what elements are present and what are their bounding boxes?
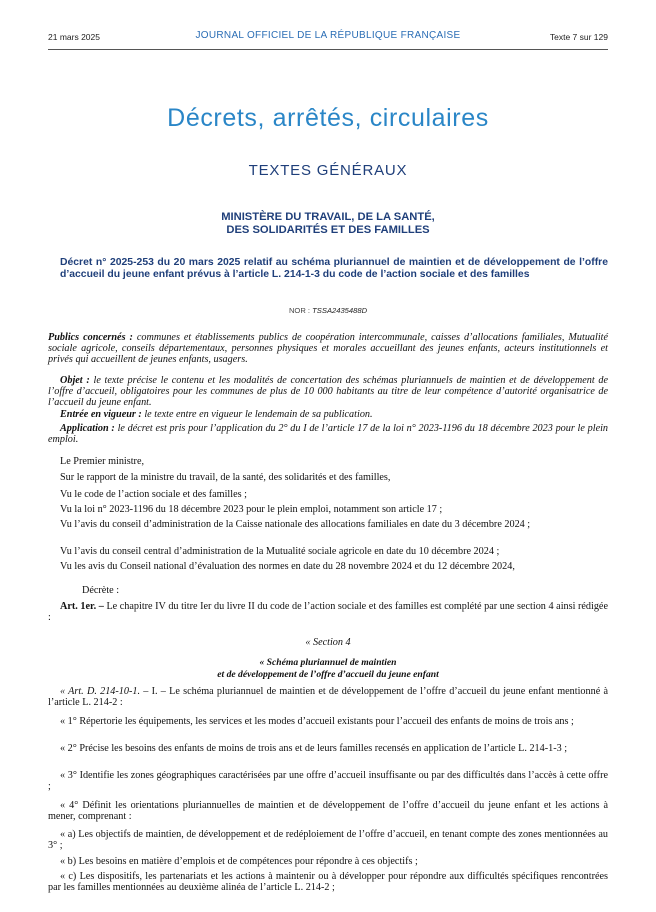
- notice-application: [48, 424, 608, 446]
- notice-application-label: Application :: [60, 423, 115, 434]
- visa-4: Vu l’avis du conseil central d’administration de la Mutualité sociale agricole en date du 10 décembre 2024 ;: [60, 546, 500, 557]
- notice-entree-text: le texte entre en vigueur le lendemain de sa publication.: [144, 409, 373, 420]
- running-header: [48, 30, 608, 46]
- ministry-heading: [0, 211, 656, 237]
- notice-publics-text: communes et établissements publics de coopération intercommunale, caisses d’allocations familiales, Mutualité sociale agricole, conseils départementaux, personnes physiques et morales accueillant des jeunes enfants, acteurs institutionnels et privés qui accueillent de jeunes enfants, usagers.: [48, 332, 609, 365]
- nor-reference: [0, 306, 656, 315]
- nor-label: NOR :: [288, 306, 311, 315]
- list-item-2: « 2° Précise les besoins des enfants de moins de trois ans et de leurs familles recensés en application de l’article L. 214-1-3 ;: [60, 743, 568, 754]
- article-1: [48, 601, 608, 623]
- ministry-line-2: DES SOLIDARITÉS ET DES FAMILLES: [226, 224, 430, 236]
- notice-publics: [48, 333, 608, 365]
- header-rule: [48, 49, 608, 50]
- notice-objet-label: Objet :: [60, 375, 90, 386]
- notice-entree-label: Entrée en vigueur :: [60, 409, 142, 420]
- list-item-c: « c) Les dispositifs, les partenariats et les actions à maintenir ou à développer pour répondre aux difficultés spécifiques rencontrées par les familles mentionnées au deuxième alinéa de l’article L. 214-2 ;: [48, 871, 608, 894]
- text-counter: Texte 7 sur 129: [549, 32, 608, 42]
- list-item-a: « a) Les objectifs de maintien, de développement et de redéploiement de l’offre d’accueil, en tenant compte des zones mentionnées au 3° ;: [48, 829, 608, 852]
- schema-heading-line-1: « Schéma pluriannuel de maintien: [259, 657, 397, 668]
- article-d214-label: « Art. D. 214-10-1.: [60, 686, 141, 697]
- list-item-1: « 1° Répertorie les équipements, les services et les modes d’accueil existants pour l’accueil des enfants de moins de trois ans ;: [60, 716, 574, 727]
- article-d214-text: – I. – Le schéma pluriannuel de maintien et de développement de l’offre d’accueil du jeune enfant mentionné à l’article L. 214-2 :: [48, 686, 608, 709]
- notice-application-text: le décret est pris pour l’application du 2° du I de l’article 17 de la loi n° 2023-1196 du 18 décembre 2023 pour le plein emploi.: [48, 423, 609, 445]
- list-item-3: « 3° Identifie les zones géographiques caractérisées par une offre d’accueil insuffisante ou par des difficultés dans l’accès à cette offre ;: [48, 770, 608, 793]
- nor-value: TSSA2435488D: [312, 306, 368, 315]
- main-title: Décrets, arrêtés, circulaires: [167, 104, 489, 132]
- notice-entree: [48, 410, 608, 421]
- premier-ministre: Le Premier ministre,: [60, 456, 145, 467]
- visa-3: Vu l’avis du conseil d’administration de la Caisse nationale des allocations familiales en date du 3 décembre 2024 ;: [60, 519, 531, 530]
- publication-date: 21 mars 2025: [48, 32, 100, 42]
- decree-title: Décret n° 2025-253 du 20 mars 2025 relatif au schéma pluriannuel de maintien et de développement de l’offre d’accueil du jeune enfant prévus à l’article L. 214-1-3 du code de l’action sociale et des familles: [60, 257, 608, 281]
- visa-5: Vu les avis du Conseil national d’évaluation des normes en date du 28 novembre 2024 et du 12 décembre 2024,: [60, 561, 515, 572]
- list-item-b: « b) Les besoins en matière d’emplois et de compétences pour répondre à ces objectifs ;: [60, 856, 418, 867]
- ministry-line-1: MINISTÈRE DU TRAVAIL, DE LA SANTÉ,: [221, 211, 435, 223]
- section-4-heading: « Section 4: [305, 637, 351, 648]
- rapport-line: Sur le rapport de la ministre du travail, de la santé, des solidarités et des familles,: [60, 472, 391, 483]
- list-item-4: « 4° Définit les orientations pluriannuelles de maintien et de développement de l’offre d’accueil du jeune enfant et les actions à mener, comprenant :: [48, 800, 608, 823]
- notice-publics-label: Publics concernés :: [48, 332, 133, 343]
- decrete: Décrète :: [82, 585, 120, 596]
- notice-objet: [48, 376, 608, 408]
- article-d214-10-1: [48, 686, 608, 708]
- article-1-text: Le chapitre IV du titre Ier du livre II du code de l’action sociale et des familles est complété par une section 4 ainsi rédigée :: [48, 601, 608, 624]
- visa-2: Vu la loi n° 2023-1196 du 18 décembre 2023 pour le plein emploi, notamment son article 17 ;: [60, 504, 443, 515]
- notice-objet-text: le texte précise le contenu et les modalités de concertation des schémas pluriannuels de maintien et de développement de l’offre d’accueil, obligatoires pour les communes de plus de 10 000 habitants au titre de leur compétence d’autorité organisatrice de l’accueil du jeune enfant.: [48, 375, 608, 408]
- section-title: TEXTES GÉNÉRAUX: [248, 162, 408, 179]
- article-1-label: Art. 1er. –: [60, 601, 104, 612]
- schema-heading-line-2: et de développement de l’offre d’accueil du jeune enfant: [217, 669, 439, 680]
- journal-name: JOURNAL OFFICIEL DE LA RÉPUBLIQUE FRANÇAISE: [195, 30, 461, 41]
- visa-1: Vu le code de l’action sociale et des familles ;: [60, 489, 247, 500]
